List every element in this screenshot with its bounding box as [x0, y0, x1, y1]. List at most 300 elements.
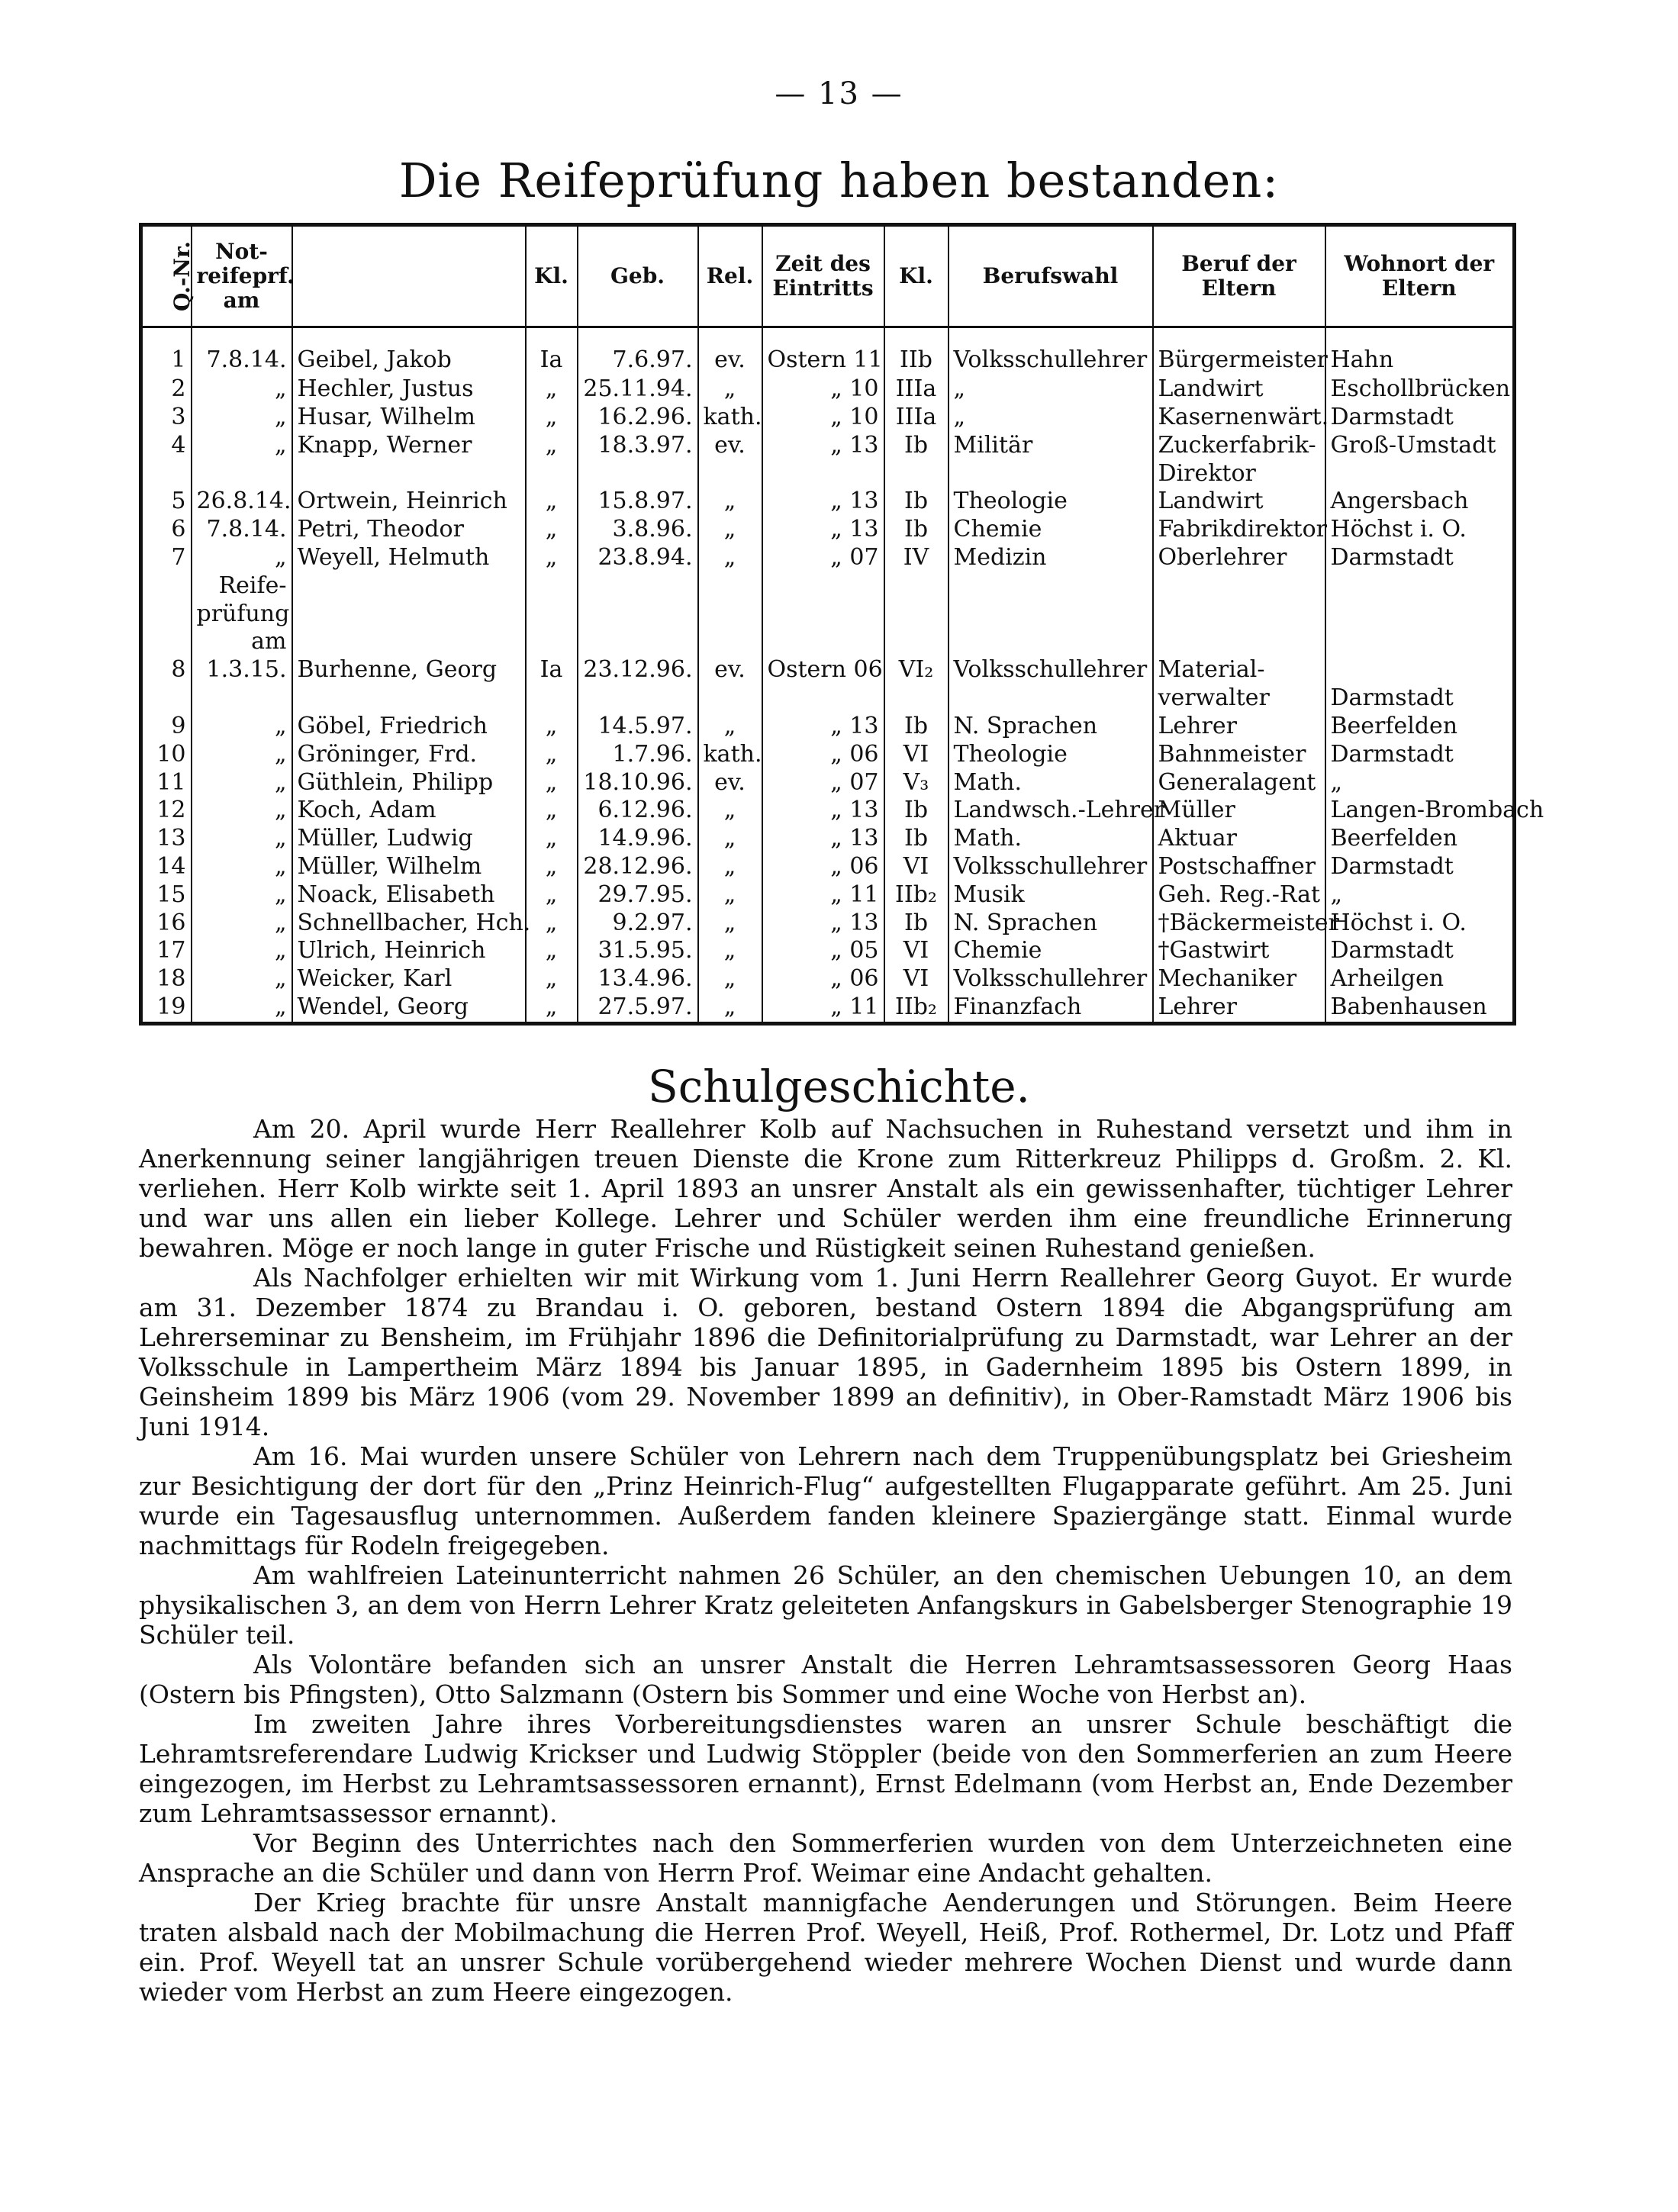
- cell-notreife-date: „: [192, 404, 292, 432]
- cell-beruf-eltern: Geh. Reg.-Rat: [1153, 881, 1325, 910]
- cell-wohnort: Darmstadt: [1325, 404, 1515, 432]
- table-filler-cell: [1153, 1022, 1325, 1024]
- table-filler-cell: [762, 1022, 884, 1024]
- table-row: [141, 741, 1515, 769]
- cell-eintritt: [762, 628, 884, 656]
- cell-geb: [578, 572, 698, 600]
- cell-berufswahl: Theologie: [949, 488, 1153, 516]
- cell-rel: „: [698, 993, 762, 1022]
- cell-qnr: 6: [141, 516, 192, 544]
- cell-geb: 14.5.97.: [578, 713, 698, 741]
- cell-name: Burhenne, Georg: [292, 656, 526, 684]
- cell-klasse: „: [526, 853, 578, 881]
- cell-berufswahl: Chemie: [949, 516, 1153, 544]
- cell-rel: „: [698, 937, 762, 965]
- col-header-wohnort: Wohnort der Eltern: [1325, 225, 1515, 327]
- col-header-notreife: Not-reifeprf. am: [192, 225, 292, 327]
- cell-geb: 6.12.96.: [578, 797, 698, 825]
- cell-klasse: „: [526, 375, 578, 404]
- history-paragraph: Am 20. April wurde Herr Reallehrer Kolb auf Nachsuchen in Ruhestand versetzt und ihm in Anerkennung seiner langjährigen treuen Dienste die Krone zum Ritterkreuz Philipps d. Großm. 2. Kl. verliehen. Herr Kolb wirkte seit 1. April 1893 an unsrer Anstalt als ein gewissenhafter, tüchtiger Lehrer und war uns allen ein lieber Kollege. Lehrer und Schüler werden ihm eine freundliche Erinnerung bewahren. Möge er noch lange in guter Frische und Rüstigkeit seinen Ruhestand genießen.: [139, 1114, 1512, 1263]
- cell-name: Wendel, Georg: [292, 993, 526, 1022]
- cell-eintritt-klasse: [884, 600, 949, 629]
- history-paragraph: Am 16. Mai wurden unsere Schüler von Lehrern nach dem Truppenübungsplatz bei Griesheim zur Besichtigung der dort für den „Prinz Heinrich-Flug“ aufgestellten Flugapparate geführt. Am 25. Juni wurde ein Tagesausflug unternommen. Außerdem fanden kleinere Spaziergänge statt. Einmal wurde nachmittags für Rodeln freigegeben.: [139, 1441, 1512, 1560]
- cell-eintritt-klasse: VI: [884, 853, 949, 881]
- cell-name: [292, 600, 526, 629]
- cell-eintritt-klasse: VI: [884, 937, 949, 965]
- cell-beruf-eltern: †Gastwirt: [1153, 937, 1325, 965]
- cell-wohnort: [1325, 572, 1515, 600]
- cell-rel: kath.: [698, 741, 762, 769]
- cell-eintritt: „ 07: [762, 544, 884, 572]
- cell-wohnort: Langen-Brombach: [1325, 797, 1515, 825]
- table-filler-cell: [884, 1022, 949, 1024]
- cell-geb: 18.3.97.: [578, 432, 698, 460]
- cell-eintritt-klasse: [884, 684, 949, 713]
- cell-berufswahl: N. Sprachen: [949, 713, 1153, 741]
- cell-qnr: 2: [141, 375, 192, 404]
- table-header-row: [141, 225, 1515, 327]
- cell-qnr: 5: [141, 488, 192, 516]
- cell-notreife-date: „: [192, 713, 292, 741]
- table-row: [141, 544, 1515, 572]
- col-header-qnr: Q.-Nr.: [141, 225, 192, 327]
- col-header-eintritt: Zeit des Eintritts: [762, 225, 884, 327]
- cell-eintritt-klasse: IIIa: [884, 375, 949, 404]
- cell-beruf-eltern: Direktor: [1153, 460, 1325, 488]
- cell-klasse: „: [526, 544, 578, 572]
- cell-wohnort: [1325, 656, 1515, 684]
- cell-name: Schnellbacher, Hch.: [292, 910, 526, 938]
- cell-wohnort: Hahn: [1325, 327, 1515, 376]
- cell-rel: [698, 460, 762, 488]
- cell-eintritt: „ 13: [762, 488, 884, 516]
- cell-eintritt: „ 13: [762, 910, 884, 938]
- table-row: [141, 825, 1515, 853]
- cell-wohnort: Darmstadt: [1325, 853, 1515, 881]
- cell-geb: 29.7.95.: [578, 881, 698, 910]
- table-row: [141, 797, 1515, 825]
- cell-eintritt: „ 06: [762, 965, 884, 993]
- cell-name: Geibel, Jakob: [292, 327, 526, 376]
- cell-eintritt-klasse: IIIa: [884, 404, 949, 432]
- cell-beruf-eltern: Zuckerfabrik-: [1153, 432, 1325, 460]
- cell-klasse: [526, 572, 578, 600]
- cell-name: [292, 572, 526, 600]
- cell-wohnort: Groß-Umstadt: [1325, 432, 1515, 460]
- cell-eintritt: Ostern 11: [762, 327, 884, 376]
- cell-beruf-eltern: Müller: [1153, 797, 1325, 825]
- history-paragraph: Vor Beginn des Unterrichtes nach den Sommerferien wurden von dem Unterzeichneten eine Ansprache an die Schüler und dann von Herrn Prof. Weimar eine Andacht gehalten.: [139, 1828, 1512, 1888]
- cell-qnr: [141, 684, 192, 713]
- cell-qnr: [141, 628, 192, 656]
- cell-eintritt: Ostern 06: [762, 656, 884, 684]
- cell-beruf-eltern: Bahnmeister: [1153, 741, 1325, 769]
- table-row: [141, 572, 1515, 600]
- cell-wohnort: Babenhausen: [1325, 993, 1515, 1022]
- cell-name: Noack, Elisabeth: [292, 881, 526, 910]
- cell-rel: „: [698, 488, 762, 516]
- cell-notreife-date: 7.8.14.: [192, 327, 292, 376]
- cell-eintritt: „ 06: [762, 853, 884, 881]
- table-row: [141, 684, 1515, 713]
- cell-berufswahl: Militär: [949, 432, 1153, 460]
- cell-eintritt-klasse: IIb₂: [884, 881, 949, 910]
- cell-notreife-date: 1.3.15.: [192, 656, 292, 684]
- cell-eintritt-klasse: [884, 572, 949, 600]
- cell-eintritt-klasse: Ib: [884, 797, 949, 825]
- table-row: [141, 432, 1515, 460]
- cell-name: Ortwein, Heinrich: [292, 488, 526, 516]
- cell-berufswahl: N. Sprachen: [949, 910, 1153, 938]
- cell-berufswahl: Math.: [949, 825, 1153, 853]
- cell-eintritt-klasse: IV: [884, 544, 949, 572]
- cell-notreife-date: „: [192, 544, 292, 572]
- cell-klasse: [526, 684, 578, 713]
- cell-klasse: „: [526, 993, 578, 1022]
- cell-name: Weicker, Karl: [292, 965, 526, 993]
- cell-eintritt: „ 13: [762, 825, 884, 853]
- cell-klasse: [526, 628, 578, 656]
- cell-beruf-eltern: Bürgermeister: [1153, 327, 1325, 376]
- cell-notreife-date: „: [192, 910, 292, 938]
- cell-eintritt-klasse: [884, 628, 949, 656]
- cell-eintritt: [762, 684, 884, 713]
- cell-rel: „: [698, 965, 762, 993]
- cell-wohnort: Höchst i. O.: [1325, 910, 1515, 938]
- cell-rel: „: [698, 544, 762, 572]
- cell-wohnort: [1325, 460, 1515, 488]
- cell-eintritt: „ 13: [762, 713, 884, 741]
- cell-berufswahl: Medizin: [949, 544, 1153, 572]
- cell-rel: „: [698, 516, 762, 544]
- cell-wohnort: [1325, 628, 1515, 656]
- cell-eintritt: „ 06: [762, 741, 884, 769]
- table-row: [141, 937, 1515, 965]
- cell-qnr: 10: [141, 741, 192, 769]
- table-row: [141, 910, 1515, 938]
- cell-geb: 7.6.97.: [578, 327, 698, 376]
- table-filler-cell: [141, 1022, 192, 1024]
- cell-beruf-eltern: Kasernenwärt.: [1153, 404, 1325, 432]
- cell-eintritt-klasse: IIb₂: [884, 993, 949, 1022]
- table-row: [141, 853, 1515, 881]
- cell-beruf-eltern: Landwirt: [1153, 375, 1325, 404]
- page-number: — 13 —: [775, 76, 903, 111]
- cell-notreife-date: „: [192, 797, 292, 825]
- cell-rel: „: [698, 797, 762, 825]
- table-filler-cell: [292, 1022, 526, 1024]
- cell-name: Knapp, Werner: [292, 432, 526, 460]
- cell-notreife-date: [192, 460, 292, 488]
- cell-rel: [698, 628, 762, 656]
- cell-klasse: „: [526, 965, 578, 993]
- cell-notreife-date: „: [192, 853, 292, 881]
- cell-berufswahl: Volksschullehrer: [949, 656, 1153, 684]
- cell-rel: [698, 600, 762, 629]
- table-filler-cell: [698, 1022, 762, 1024]
- cell-beruf-eltern: Aktuar: [1153, 825, 1325, 853]
- cell-qnr: [141, 572, 192, 600]
- cell-eintritt-klasse: Ib: [884, 825, 949, 853]
- cell-wohnort: „: [1325, 769, 1515, 797]
- cell-geb: [578, 684, 698, 713]
- cell-klasse: Ia: [526, 327, 578, 376]
- cell-beruf-eltern: Fabrikdirektor: [1153, 516, 1325, 544]
- cell-qnr: 16: [141, 910, 192, 938]
- cell-qnr: 1: [141, 327, 192, 376]
- cell-wohnort: Eschollbrücken: [1325, 375, 1515, 404]
- cell-geb: 27.5.97.: [578, 993, 698, 1022]
- cell-berufswahl: „: [949, 375, 1153, 404]
- section-heading-schulgeschichte: Schulgeschichte.: [648, 1061, 1030, 1112]
- cell-name: Göbel, Friedrich: [292, 713, 526, 741]
- cell-rel: [698, 572, 762, 600]
- cell-notreife-date: „: [192, 741, 292, 769]
- history-paragraph: Als Volontäre befanden sich an unsrer Anstalt die Herren Lehramtsassessoren Georg Haas (Ostern bis Pfingsten), Otto Salzmann (Ostern bis Sommer und eine Woche von Herbst an).: [139, 1650, 1512, 1709]
- cell-berufswahl: [949, 572, 1153, 600]
- cell-berufswahl: Theologie: [949, 741, 1153, 769]
- col-header-geb: Geb.: [578, 225, 698, 327]
- cell-qnr: 14: [141, 853, 192, 881]
- cell-eintritt-klasse: Ib: [884, 713, 949, 741]
- cell-berufswahl: Landwsch.-Lehrer: [949, 797, 1153, 825]
- cell-geb: 28.12.96.: [578, 853, 698, 881]
- cell-wohnort: Darmstadt: [1325, 684, 1515, 713]
- cell-qnr: 8: [141, 656, 192, 684]
- cell-notreife-date: prüfung: [192, 600, 292, 629]
- cell-geb: 23.12.96.: [578, 656, 698, 684]
- cell-berufswahl: Chemie: [949, 937, 1153, 965]
- history-paragraph: Als Nachfolger erhielten wir mit Wirkung vom 1. Juni Herrn Reallehrer Georg Guyot. Er wurde am 31. Dezember 1874 zu Brandau i. O. geboren, bestand Ostern 1894 die Abgangsprüfung am Lehrerseminar zu Bensheim, im Frühjahr 1896 die Definitorialprüfung zu Darmstadt, war Lehrer an der Volksschule in Lampertheim März 1894 bis Januar 1895, in Gadernheim 1895 bis Ostern 1899, in Geinsheim 1899 bis März 1906 (vom 29. November 1899 an definitiv), in Ober-Ramstadt März 1906 bis Juni 1914.: [139, 1263, 1512, 1441]
- cell-beruf-eltern: [1153, 572, 1325, 600]
- cell-geb: 16.2.96.: [578, 404, 698, 432]
- cell-wohnort: Darmstadt: [1325, 741, 1515, 769]
- cell-beruf-eltern: Lehrer: [1153, 993, 1325, 1022]
- cell-wohnort: „: [1325, 881, 1515, 910]
- cell-klasse: „: [526, 432, 578, 460]
- cell-wohnort: [1325, 600, 1515, 629]
- cell-klasse: „: [526, 937, 578, 965]
- cell-beruf-eltern: Postschaffner: [1153, 853, 1325, 881]
- cell-name: Petri, Theodor: [292, 516, 526, 544]
- cell-eintritt-klasse: IIb: [884, 327, 949, 376]
- col-header-berufswahl: Berufswahl: [949, 225, 1153, 327]
- cell-beruf-eltern: verwalter: [1153, 684, 1325, 713]
- cell-geb: 9.2.97.: [578, 910, 698, 938]
- cell-notreife-date: [192, 684, 292, 713]
- history-paragraph: Am wahlfreien Lateinunterricht nahmen 26 Schüler, an den chemischen Uebungen 10, an dem physikalischen 3, an dem von Herrn Lehrer Kratz geleiteten Anfangskurs in Gabelsberger Stenographie 19 Schüler teil.: [139, 1560, 1512, 1650]
- cell-notreife-date: „: [192, 881, 292, 910]
- cell-klasse: Ia: [526, 656, 578, 684]
- cell-klasse: „: [526, 404, 578, 432]
- cell-eintritt: „ 13: [762, 797, 884, 825]
- cell-rel: ev.: [698, 656, 762, 684]
- cell-notreife-date: „: [192, 769, 292, 797]
- cell-klasse: „: [526, 910, 578, 938]
- cell-beruf-eltern: Material-: [1153, 656, 1325, 684]
- cell-wohnort: Darmstadt: [1325, 937, 1515, 965]
- cell-wohnort: Beerfelden: [1325, 713, 1515, 741]
- cell-klasse: „: [526, 797, 578, 825]
- history-paragraph: Im zweiten Jahre ihres Vorbereitungsdienstes waren an unsrer Schule beschäftigt die Lehramtsreferendare Ludwig Krickser und Ludwig Stöppler (beide von den Sommerferien an zum Heere eingezogen, im Herbst zu Lehramtsassessoren ernannt), Ernst Edelmann (vom Herbst an, Ende Dezember zum Lehramtsassessor ernannt).: [139, 1709, 1512, 1828]
- cell-eintritt-klasse: Ib: [884, 516, 949, 544]
- cell-geb: 23.8.94.: [578, 544, 698, 572]
- cell-eintritt: „ 11: [762, 881, 884, 910]
- cell-klasse: „: [526, 516, 578, 544]
- cell-berufswahl: Volksschullehrer: [949, 965, 1153, 993]
- cell-geb: 13.4.96.: [578, 965, 698, 993]
- table-filler-cell: [949, 1022, 1153, 1024]
- cell-eintritt: „ 13: [762, 432, 884, 460]
- cell-rel: „: [698, 713, 762, 741]
- cell-notreife-date: am: [192, 628, 292, 656]
- cell-berufswahl: Musik: [949, 881, 1153, 910]
- cell-qnr: 9: [141, 713, 192, 741]
- cell-geb: 31.5.95.: [578, 937, 698, 965]
- table-filler-row: [141, 1022, 1515, 1024]
- cell-rel: „: [698, 910, 762, 938]
- cell-wohnort: Beerfelden: [1325, 825, 1515, 853]
- cell-beruf-eltern: Generalagent: [1153, 769, 1325, 797]
- cell-geb: [578, 600, 698, 629]
- cell-qnr: 13: [141, 825, 192, 853]
- cell-eintritt: „ 05: [762, 937, 884, 965]
- cell-name: Ulrich, Heinrich: [292, 937, 526, 965]
- cell-notreife-date: „: [192, 825, 292, 853]
- cell-klasse: „: [526, 741, 578, 769]
- table-body: [141, 327, 1544, 1024]
- cell-rel: ev.: [698, 327, 762, 376]
- page-title: Die Reifeprüfung haben bestanden:: [398, 153, 1280, 208]
- cell-eintritt-klasse: V₃: [884, 769, 949, 797]
- cell-geb: 3.8.96.: [578, 516, 698, 544]
- table-row: [141, 628, 1515, 656]
- cell-rel: „: [698, 881, 762, 910]
- cell-eintritt: „ 10: [762, 404, 884, 432]
- cell-berufswahl: [949, 460, 1153, 488]
- cell-name: Weyell, Helmuth: [292, 544, 526, 572]
- cell-berufswahl: „: [949, 404, 1153, 432]
- table-row: [141, 516, 1515, 544]
- cell-notreife-date: „: [192, 432, 292, 460]
- table-filler-cell: [578, 1022, 698, 1024]
- cell-berufswahl: Volksschullehrer: [949, 327, 1153, 376]
- cell-rel: „: [698, 825, 762, 853]
- cell-rel: ev.: [698, 432, 762, 460]
- cell-berufswahl: [949, 600, 1153, 629]
- cell-geb: [578, 460, 698, 488]
- cell-name: Koch, Adam: [292, 797, 526, 825]
- cell-qnr: 7: [141, 544, 192, 572]
- cell-berufswahl: [949, 684, 1153, 713]
- cell-eintritt: [762, 572, 884, 600]
- cell-notreife-date: „: [192, 375, 292, 404]
- cell-name: Gröninger, Frd.: [292, 741, 526, 769]
- cell-qnr: 17: [141, 937, 192, 965]
- cell-eintritt-klasse: Ib: [884, 432, 949, 460]
- cell-geb: 18.10.96.: [578, 769, 698, 797]
- cell-klasse: „: [526, 881, 578, 910]
- col-header-eintritt-klasse: Kl.: [884, 225, 949, 327]
- cell-eintritt-klasse: VI: [884, 741, 949, 769]
- cell-eintritt-klasse: VI₂: [884, 656, 949, 684]
- cell-notreife-date: „: [192, 937, 292, 965]
- cell-eintritt-klasse: Ib: [884, 910, 949, 938]
- table-filler-cell: [526, 1022, 578, 1024]
- cell-rel: „: [698, 853, 762, 881]
- cell-beruf-eltern: [1153, 628, 1325, 656]
- table-filler-cell: [1325, 1022, 1515, 1024]
- cell-name: Müller, Wilhelm: [292, 853, 526, 881]
- cell-klasse: „: [526, 769, 578, 797]
- table-row: [141, 769, 1515, 797]
- table-row: [141, 881, 1515, 910]
- cell-berufswahl: Volksschullehrer: [949, 853, 1153, 881]
- cell-name: [292, 628, 526, 656]
- cell-berufswahl: [949, 628, 1153, 656]
- col-header-rel: Rel.: [698, 225, 762, 327]
- cell-rel: ev.: [698, 769, 762, 797]
- table-row: [141, 965, 1515, 993]
- cell-eintritt: [762, 460, 884, 488]
- col-header-beruf-eltern: Beruf der Eltern: [1153, 225, 1325, 327]
- cell-klasse: „: [526, 488, 578, 516]
- cell-qnr: 3: [141, 404, 192, 432]
- table-filler-cell: [192, 1022, 292, 1024]
- col-header-klasse: Kl.: [526, 225, 578, 327]
- cell-notreife-date: 7.8.14.: [192, 516, 292, 544]
- cell-eintritt-klasse: [884, 460, 949, 488]
- cell-qnr: 18: [141, 965, 192, 993]
- table-row: [141, 713, 1515, 741]
- cell-notreife-date: „: [192, 965, 292, 993]
- table-row: [141, 404, 1515, 432]
- cell-geb: 1.7.96.: [578, 741, 698, 769]
- cell-wohnort: Höchst i. O.: [1325, 516, 1515, 544]
- cell-klasse: „: [526, 825, 578, 853]
- cell-eintritt-klasse: VI: [884, 965, 949, 993]
- cell-beruf-eltern: Oberlehrer: [1153, 544, 1325, 572]
- cell-eintritt: [762, 600, 884, 629]
- cell-berufswahl: Math.: [949, 769, 1153, 797]
- cell-geb: 14.9.96.: [578, 825, 698, 853]
- cell-qnr: [141, 600, 192, 629]
- cell-klasse: [526, 460, 578, 488]
- cell-rel: [698, 684, 762, 713]
- cell-eintritt: „ 11: [762, 993, 884, 1022]
- cell-eintritt-klasse: Ib: [884, 488, 949, 516]
- cell-notreife-date: „: [192, 993, 292, 1022]
- table-row: [141, 993, 1515, 1022]
- cell-rel: kath.: [698, 404, 762, 432]
- table-row: [141, 460, 1515, 488]
- cell-eintritt: „ 07: [762, 769, 884, 797]
- cell-wohnort: Arheilgen: [1325, 965, 1515, 993]
- table-row: [141, 488, 1515, 516]
- cell-beruf-eltern: †Bäckermeister: [1153, 910, 1325, 938]
- cell-notreife-date: 26.8.14.: [192, 488, 292, 516]
- cell-geb: 25.11.94.: [578, 375, 698, 404]
- table-row: [141, 600, 1515, 629]
- history-text: [139, 1114, 1512, 2007]
- cell-qnr: [141, 460, 192, 488]
- cell-eintritt: „ 13: [762, 516, 884, 544]
- cell-name: [292, 684, 526, 713]
- col-header-name: [292, 225, 526, 327]
- cell-klasse: „: [526, 713, 578, 741]
- cell-geb: 15.8.97.: [578, 488, 698, 516]
- cell-beruf-eltern: Lehrer: [1153, 713, 1325, 741]
